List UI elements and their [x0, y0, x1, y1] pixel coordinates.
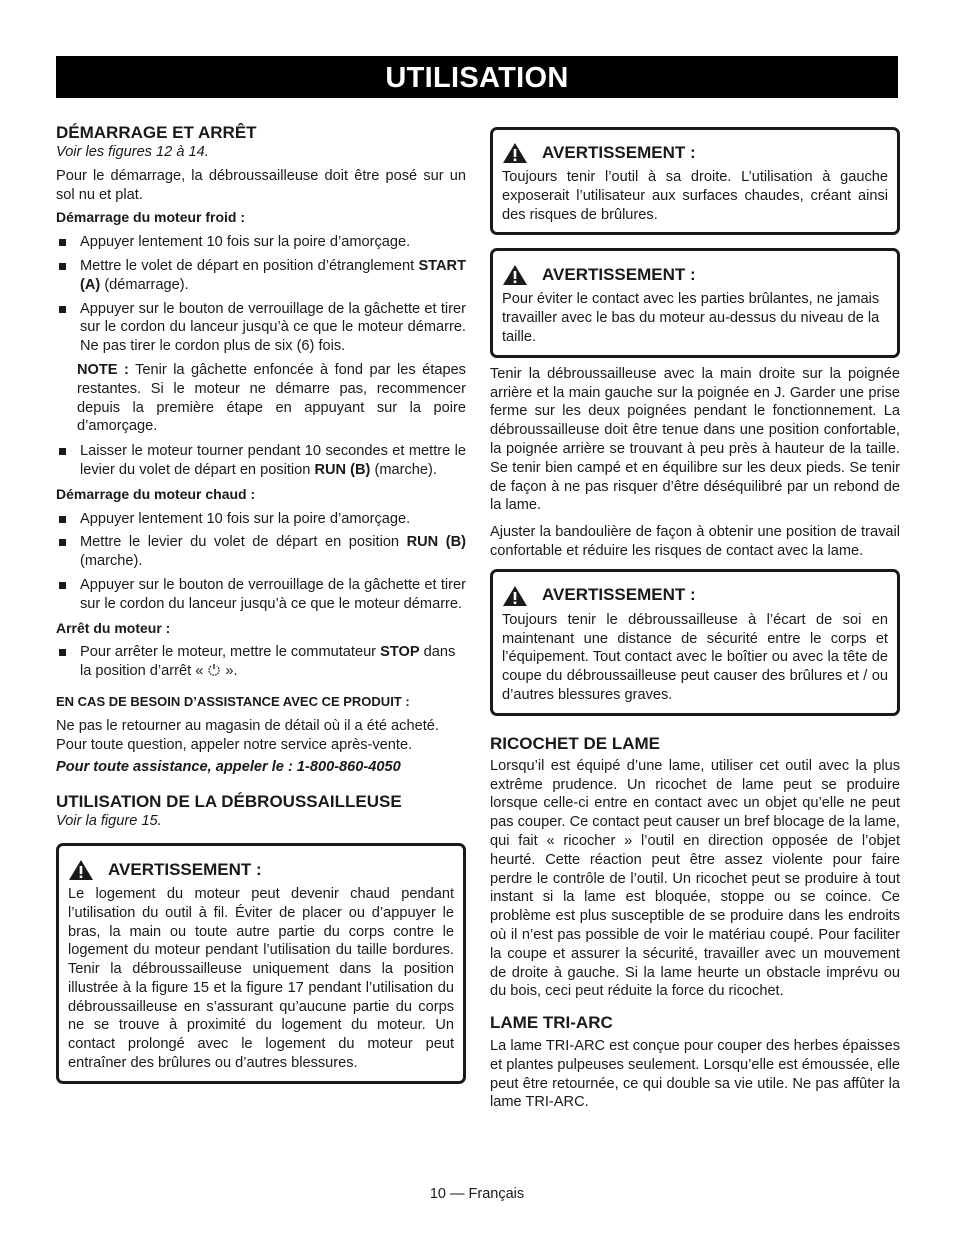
warning-triangle-icon [502, 264, 528, 286]
warning-box [56, 843, 466, 1084]
warning-box [490, 569, 900, 716]
list-item: Laisser le moteur tourner pendant 10 secondes et mettre le levier du volet de départ en position RUN (B) (marche). [56, 442, 466, 480]
intro-paragraph: Pour le démarrage, la débroussailleuse doit être posé sur un sol nu et plat. [56, 167, 466, 203]
list-item: Appuyer lentement 10 fois sur la poire d’amorçage. [56, 510, 466, 529]
warning-box [490, 248, 900, 357]
warning-title: AVERTISSEMENT : [542, 142, 696, 162]
tri-arc-paragraph: La lame TRI-ARC est conçue pour couper des herbes épaisses et plantes pulpeuses seulement. Lorsqu’elle est émoussée, elle peut être retournée, ce qui double sa vie utile. Ne pas affûter la lame TRI-ARC. [490, 1038, 900, 1111]
square-bullet-icon [59, 239, 66, 246]
square-bullet-icon [59, 263, 66, 270]
square-bullet-icon [59, 448, 66, 455]
warning-box [490, 127, 900, 235]
square-bullet-icon [59, 649, 66, 656]
warning-title: AVERTISSEMENT : [108, 859, 262, 879]
page-footer: 10 — Français [429, 1186, 525, 1202]
list-item: Mettre le levier du volet de départ en position RUN (B) (marche). [56, 533, 466, 571]
strap-paragraph: Ajuster la bandoulière de façon à obtenir une position de travail confortable et réduire les risques de contact avec la lame. [490, 524, 900, 559]
square-bullet-icon [59, 582, 66, 589]
assistance-phone: Pour toute assistance, appeler le : 1-800-860-4050 [56, 759, 401, 776]
page-title-banner: UTILISATION [56, 56, 898, 98]
warning-triangle-icon [502, 585, 528, 607]
warning-text: Le logement du moteur peut devenir chaud pendant l’utilisation du outil à fil. Éviter de placer ou d’appuyer le bras, la main ou toute autre partie du corps contre le logement du moteur pendant l’utilisation du taille bordures. Tenir la débroussailleuse uniquement dans la position illustrée à la figure 15 et la figure 17 pendant l’utilisation du débroussailleuse en s’assurant qu’aucune partie du corps ne se trouve à proximité du logement du moteur. Un contact prolongé avec le logement du moteur peut entraîner des brûlures ou d’autres blessures. [68, 885, 454, 1072]
power-off-icon [207, 663, 221, 677]
list-item: Pour arrêter le moteur, mettre le commutateur STOP dans la position d’arrêt « ». [56, 643, 466, 681]
list-item: Appuyer lentement 10 fois sur la poire d’amorçage. [56, 233, 466, 252]
note-paragraph: NOTE : Tenir la gâchette enfoncée à fond par les étapes restantes. Si le moteur ne démarre pas, recommencer depuis la première étape en appuyant sur la poire d’amorçage. [77, 361, 466, 435]
warning-triangle-icon [68, 859, 94, 881]
section-title-ricochet: RICOCHET DE LAME [490, 733, 660, 753]
warning-title: AVERTISSEMENT : [542, 585, 696, 605]
warning-text: Pour éviter le contact avec les parties brûlantes, ne jamais travailler avec le bas du moteur au-dessus du niveau de la taille. [502, 291, 880, 345]
figure-reference: Voir la figure 15. [56, 813, 162, 830]
warning-title: AVERTISSEMENT : [542, 264, 696, 284]
warning-text: Toujours tenir le débroussailleuse à l’écart de soi en maintenant une distance de sécurité entre le corps et l’équipement. Tout contact avec le boîtier ou avec la tête de coupe du débroussailleuse peut causer des brûlures et / ou d’autres blessures graves. [502, 611, 888, 703]
assistance-heading: EN CAS DE BESOIN D’ASSISTANCE AVEC CE PRODUIT : [56, 693, 410, 709]
holding-paragraph: Tenir la débroussailleuse avec la main droite sur la poignée arrière et la main gauche sur la poignée en J. Garder une prise ferme sur les deux poignées pendant le fonctionnement. La débroussailleuse doit être tenue dans une position confortable, la poignée arrière se trouvant à peu près à hauteur de la taille. Se tenir bien campé et en équilibre sur les deux pieds. Se tenir de façon à ne pas risquer d’être déséquilibré par un rebond de la lame. [490, 365, 900, 514]
subheading-cold-start: Démarrage du moteur froid : [56, 209, 246, 226]
list-item: Appuyer sur le bouton de verrouillage de la gâchette et tirer sur le cordon du lanceur jusqu’à ce que le moteur démarre. [56, 576, 466, 614]
warning-text: Toujours tenir l’outil à sa droite. L’utilisation à gauche exposerait l’utilisateur aux surfaces chaudes, créant ainsi des risques de brûlures. [502, 169, 888, 223]
ricochet-paragraph: Lorsqu’il est équipé d’une lame, utiliser cet outil avec la plus extrême prudence. Un ricochet de lame peut se produire lorsque celle-ci entre en contact avec un objet qu’elle ne peut pas couper. Ce contact peut causer un bref blocage de la lame, qui fait « ricocher » l’outil en direction opposée de l’objet heurté. Cette réaction peut être assez violente pour faire perdre le contrôle de l’outil. Un ricochet peut se produire à tout instant si la lame est bloquée, stoppe ou se coince. Ce problème est plus susceptible de se produire dans les endroits où il n’est pas possible de voir le matériau coupé. Pour faciliter la coupe et assurer la sécurité, travailler avec un mouvement de droite à gauche. Si la lame heurte un obstacle imprévu ou du bois, ceci peut réduite la force du ricochet. [490, 757, 900, 1000]
warning-triangle-icon [502, 142, 528, 164]
subheading-stop-engine: Arrêt du moteur : [56, 619, 171, 636]
list-item: Mettre le volet de départ en position d’étranglement START (A) (démarrage). [56, 257, 466, 295]
section-title-start-stop: DÉMARRAGE ET ARRÊT [56, 123, 257, 142]
assistance-text: Ne pas le retourner au magasin de détail où il a été acheté. Pour toute question, appeler notre service après-vente. [56, 717, 439, 753]
square-bullet-icon [59, 539, 66, 546]
square-bullet-icon [59, 516, 66, 523]
square-bullet-icon [59, 306, 66, 313]
subheading-hot-start: Démarrage du moteur chaud : [56, 485, 256, 502]
figure-reference: Voir les figures 12 à 14. [56, 144, 209, 160]
right-column [490, 127, 900, 1116]
list-item: Appuyer sur le bouton de verrouillage de la gâchette et tirer sur le cordon du lanceur jusqu’à ce que le moteur démarre. Ne pas tirer le cordon plus de six (6) fois. [56, 300, 466, 356]
section-title-use: UTILISATION DE LA DÉBROUSSAILLEUSE [56, 792, 402, 812]
section-title-tri-arc: LAME TRI-ARC [490, 1013, 613, 1033]
left-column [56, 123, 466, 1092]
